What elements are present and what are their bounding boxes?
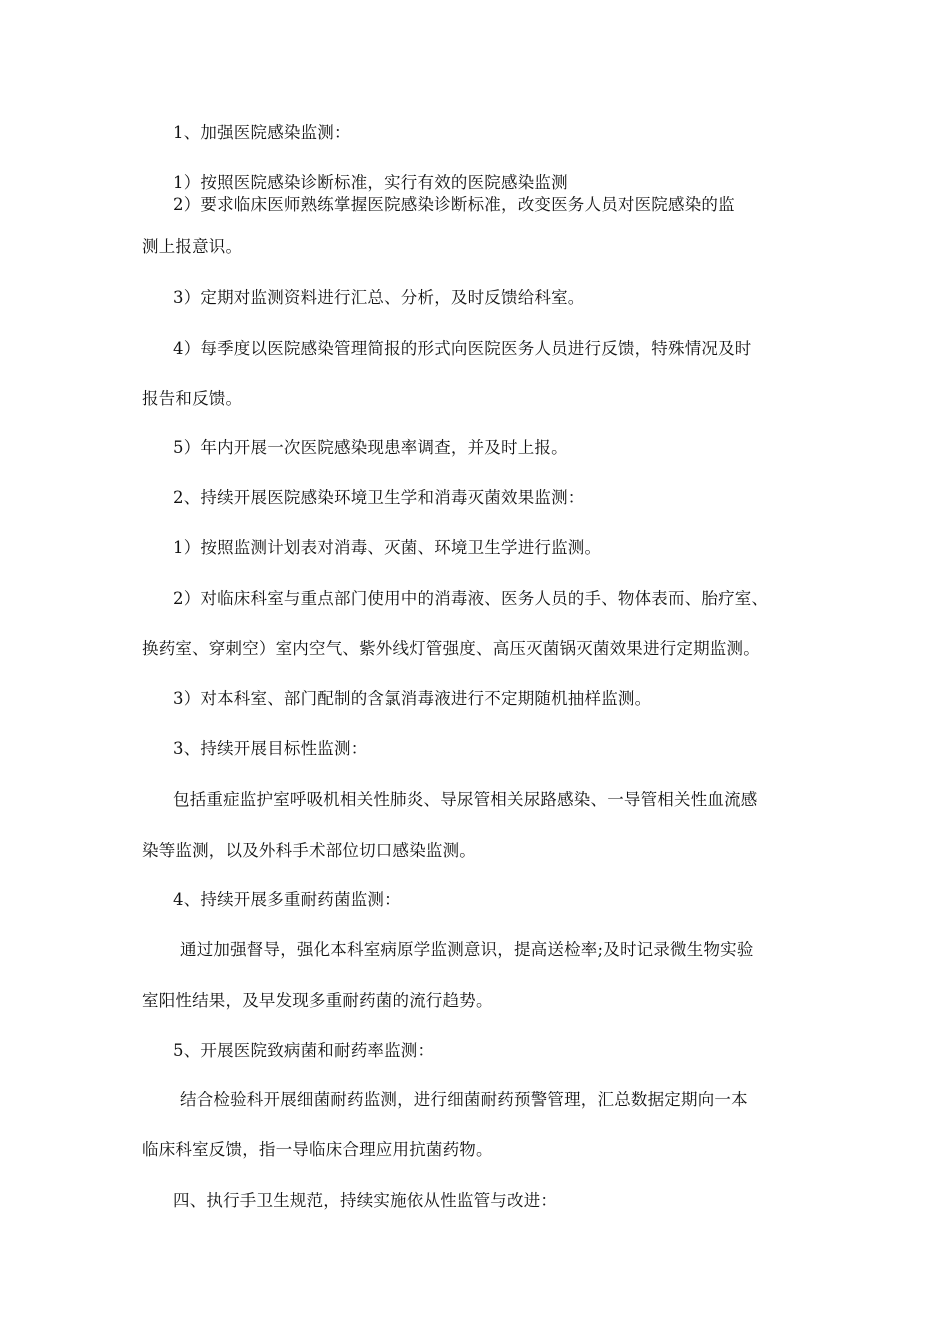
section-heading: 1、加强医院感染监测： — [173, 123, 351, 142]
section-heading: 2、持续开展医院感染环境卫生学和消毒灭菌效果监测： — [173, 488, 585, 507]
paragraph-line: 包括重症监护室呼吸机相关性肺炎、导尿管相关尿路感染、一导管相关性血流感 — [173, 790, 758, 809]
list-item: 2）要求临床医师熟练掌握医院感染诊断标准，改变医务人员对医院感染的监 — [173, 195, 735, 214]
list-item: 1）按照医院感染诊断标准，实行有效的医院感染监测 — [173, 173, 568, 192]
section-heading: 5、开展医院致病菌和耐药率监测： — [173, 1041, 435, 1060]
paragraph-line: 染等监测，以及外科手术部位切口感染监测。 — [142, 841, 476, 860]
list-item: 1）按照监测计划表对消毒、灭菌、环境卫生学进行监测。 — [173, 538, 602, 557]
section-heading: 四、执行手卫生规范，持续实施依从性监管与改进： — [173, 1191, 558, 1210]
paragraph-line: 室阳性结果，及早发现多重耐药菌的流行趋势。 — [142, 991, 493, 1010]
list-item-continuation: 报告和反馈。 — [142, 389, 243, 408]
paragraph-line: 临床科室反馈，指一导临床合理应用抗菌药物。 — [142, 1140, 493, 1159]
section-heading: 4、持续开展多重耐药菌监测： — [173, 890, 401, 909]
list-item-continuation: 测上报意识。 — [142, 237, 243, 256]
paragraph-line: 通过加强督导，强化本科室病原学监测意识，提高送检率;及时记录微生物实验 — [180, 940, 754, 959]
list-item: 3）对本科室、部门配制的含氯消毒液进行不定期随机抽样监测。 — [173, 689, 652, 708]
section-heading: 3、持续开展目标性监测： — [173, 739, 368, 758]
list-item: 5）年内开展一次医院感染现患率调查，并及时上报。 — [173, 438, 568, 457]
list-item: 3）定期对监测资料进行汇总、分析，及时反馈给科室。 — [173, 288, 585, 307]
list-item: 4）每季度以医院感染管理简报的形式向医院医务人员进行反馈，特殊情况及时 — [173, 339, 752, 358]
list-item-continuation: 换药室、穿刺空）室内空气、紫外线灯管强度、高压灭菌锅灭菌效果进行定期监测。 — [142, 639, 760, 658]
paragraph-line: 结合检验科开展细菌耐药监测，进行细菌耐药预警管理，汇总数据定期向一本 — [180, 1090, 748, 1109]
list-item: 2）对临床科室与重点部门使用中的消毒液、医务人员的手、物体表而、胎疗室、 — [173, 589, 769, 608]
